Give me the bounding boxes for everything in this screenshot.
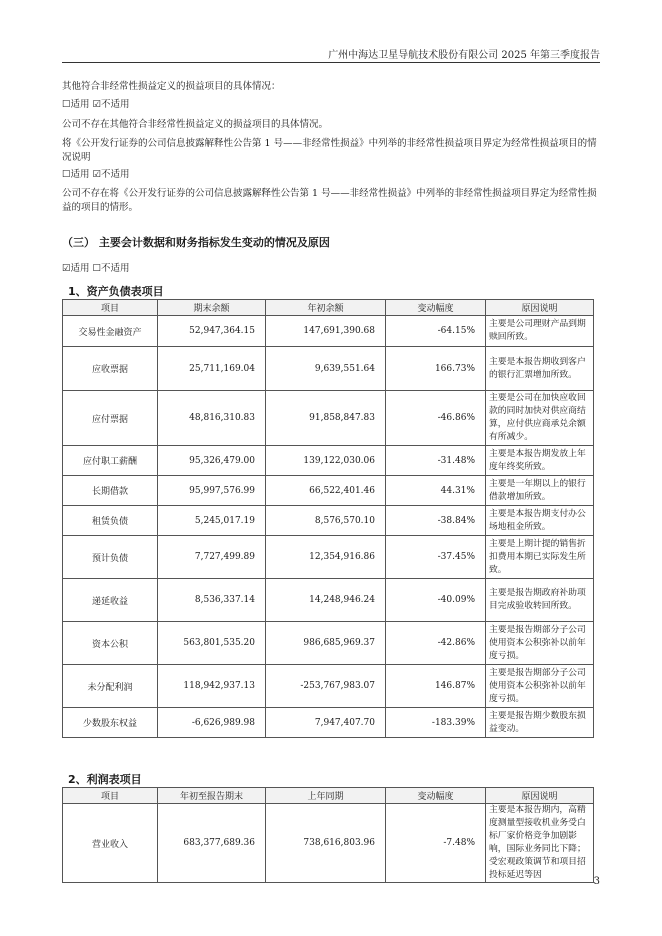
income-statement-title: 2、利润表项目 (68, 773, 142, 786)
header-reason: 原因说明 (486, 300, 594, 316)
cell-end: 7,727,499.89 (158, 536, 266, 579)
cell-reason: 主要是上期计提的销售折扣费用本期已实际发生所致。 (486, 536, 594, 579)
header-end-balance: 期末余额 (158, 300, 266, 316)
header-reason: 原因说明 (486, 788, 594, 804)
cell-end: 563,801,535.20 (158, 622, 266, 665)
cell-change: 146.87% (386, 665, 486, 708)
cell-end: 52,947,364.15 (158, 316, 266, 347)
table-row (63, 804, 594, 883)
table-row (63, 622, 594, 665)
cell-reason: 主要是报告期部分子公司使用资本公积弥补以前年度亏损。 (486, 665, 594, 708)
header-change: 变动幅度 (386, 300, 486, 316)
cell-reason: 主要是公司在加快应收回款的同时加快对供应商结算，应付供应商承兑余额有所减少。 (486, 391, 594, 446)
cell-change: -64.15% (386, 316, 486, 347)
cell-end: -6,626,989.98 (158, 708, 266, 738)
cell-current: 683,377,689.36 (158, 804, 266, 883)
header-change: 变动幅度 (386, 788, 486, 804)
balance-sheet-table (62, 299, 594, 738)
cell-change: -40.09% (386, 579, 486, 622)
cell-item: 应付职工薪酬 (63, 446, 158, 476)
table-row (63, 665, 594, 708)
cell-end: 48,816,310.83 (158, 391, 266, 446)
cell-change: 44.31% (386, 476, 486, 506)
cell-begin: 66,522,401.46 (266, 476, 386, 506)
cell-begin: 91,858,847.83 (266, 391, 386, 446)
cell-reason: 主要是报告期政府补助项目完成验收转回所致。 (486, 579, 594, 622)
cell-reason: 主要是一年期以上的银行借款增加所致。 (486, 476, 594, 506)
cell-reason: 主要是本报告期收到客户的银行汇票增加所致。 (486, 347, 594, 391)
checkbox-applicable-3: ☑适用 ☐不适用 (62, 263, 130, 274)
cell-item: 未分配利润 (63, 665, 158, 708)
cell-end: 5,245,017.19 (158, 506, 266, 536)
header-current: 年初至报告期末 (158, 788, 266, 804)
cell-item: 长期借款 (63, 476, 158, 506)
cell-reason: 主要是报告期少数股东损益变动。 (486, 708, 594, 738)
cell-end: 25,711,169.04 (158, 347, 266, 391)
paragraph-no-reclassification: 公司不存在将《公开发行证券的公司信息披露解释性公告第 1 号——非经常性损益》中列举的非经常性损益项目界定为经常性损益的项目的情形。 (62, 188, 597, 213)
cell-item: 递延收益 (63, 579, 158, 622)
table-header-row (63, 788, 594, 804)
cell-end: 95,326,479.00 (158, 446, 266, 476)
cell-begin: 12,354,916.86 (266, 536, 386, 579)
cell-reason: 主要是本报告期发放上年度年终奖所致。 (486, 446, 594, 476)
table-row (63, 506, 594, 536)
cell-item: 应收票据 (63, 347, 158, 391)
cell-begin: 139,122,030.06 (266, 446, 386, 476)
header-begin-balance: 年初余额 (266, 300, 386, 316)
cell-item: 交易性金融资产 (63, 316, 158, 347)
cell-end: 8,536,337.14 (158, 579, 266, 622)
cell-begin: 147,691,390.68 (266, 316, 386, 347)
income-statement-table (62, 787, 594, 883)
header-item: 项目 (63, 788, 158, 804)
header-item: 项目 (63, 300, 158, 316)
table-row (63, 476, 594, 506)
section-title-changes: （三） 主要会计数据和财务指标发生变动的情况及原因 (62, 236, 330, 249)
paragraph-no-other-items: 公司不存在其他符合非经常性损益定义的损益项目的具体情况。 (62, 119, 329, 130)
cell-begin: 14,248,946.24 (266, 579, 386, 622)
paragraph-other-items: 其他符合非经常性损益定义的损益项目的具体情况： (62, 81, 281, 92)
cell-begin: -253,767,983.07 (266, 665, 386, 708)
cell-change: -7.48% (386, 804, 486, 883)
cell-prior: 738,616,803.96 (266, 804, 386, 883)
cell-end: 95,997,576.99 (158, 476, 266, 506)
cell-change: -31.48% (386, 446, 486, 476)
balance-sheet-title: 1、资产负债表项目 (68, 285, 164, 298)
table-row (63, 708, 594, 738)
cell-reason: 主要是报告期部分子公司使用资本公积弥补以前年度亏损。 (486, 622, 594, 665)
cell-item: 租赁负债 (63, 506, 158, 536)
cell-item: 资本公积 (63, 622, 158, 665)
page-number: 3 (593, 876, 600, 887)
cell-change: 166.73% (386, 347, 486, 391)
checkbox-applicable-2: ☐适用 ☑不适用 (62, 169, 130, 180)
cell-change: -183.39% (386, 708, 486, 738)
cell-begin: 7,947,407.70 (266, 708, 386, 738)
cell-change: -37.45% (386, 536, 486, 579)
cell-reason: 主要是本报告期支付办公场地租金所致。 (486, 506, 594, 536)
table-row (63, 536, 594, 579)
paragraph-reclassification-note: 将《公开发行证券的公司信息披露解释性公告第 1 号——非经常性损益》中列举的非经常性损益项目界定为经常性损益项目的情况说明 (62, 138, 597, 163)
table-row (63, 316, 594, 347)
header-prior: 上年同期 (266, 788, 386, 804)
cell-begin: 986,685,969.37 (266, 622, 386, 665)
table-header-row (63, 300, 594, 316)
table-row (63, 579, 594, 622)
cell-reason: 主要是本报告期内，高精度测量型接收机业务受白标厂家价格竞争加剧影响，国际业务同比下降；受宏观政策调节和项目招投标延迟等因 (486, 804, 594, 883)
table-row (63, 391, 594, 446)
report-header: 广州中海达卫星导航技术股份有限公司 2025 年第三季度报告 (328, 50, 600, 61)
cell-item: 少数股东权益 (63, 708, 158, 738)
table-row (63, 347, 594, 391)
cell-reason: 主要是公司理财产品到期赎回所致。 (486, 316, 594, 347)
cell-change: -42.86% (386, 622, 486, 665)
cell-item: 营业收入 (63, 804, 158, 883)
checkbox-applicable-1: ☐适用 ☑不适用 (62, 99, 130, 110)
cell-begin: 9,639,551.64 (266, 347, 386, 391)
cell-begin: 8,576,570.10 (266, 506, 386, 536)
cell-item: 应付票据 (63, 391, 158, 446)
header-divider (62, 62, 600, 63)
cell-end: 118,942,937.13 (158, 665, 266, 708)
cell-change: -46.86% (386, 391, 486, 446)
table-row (63, 446, 594, 476)
cell-change: -38.84% (386, 506, 486, 536)
cell-item: 预计负债 (63, 536, 158, 579)
